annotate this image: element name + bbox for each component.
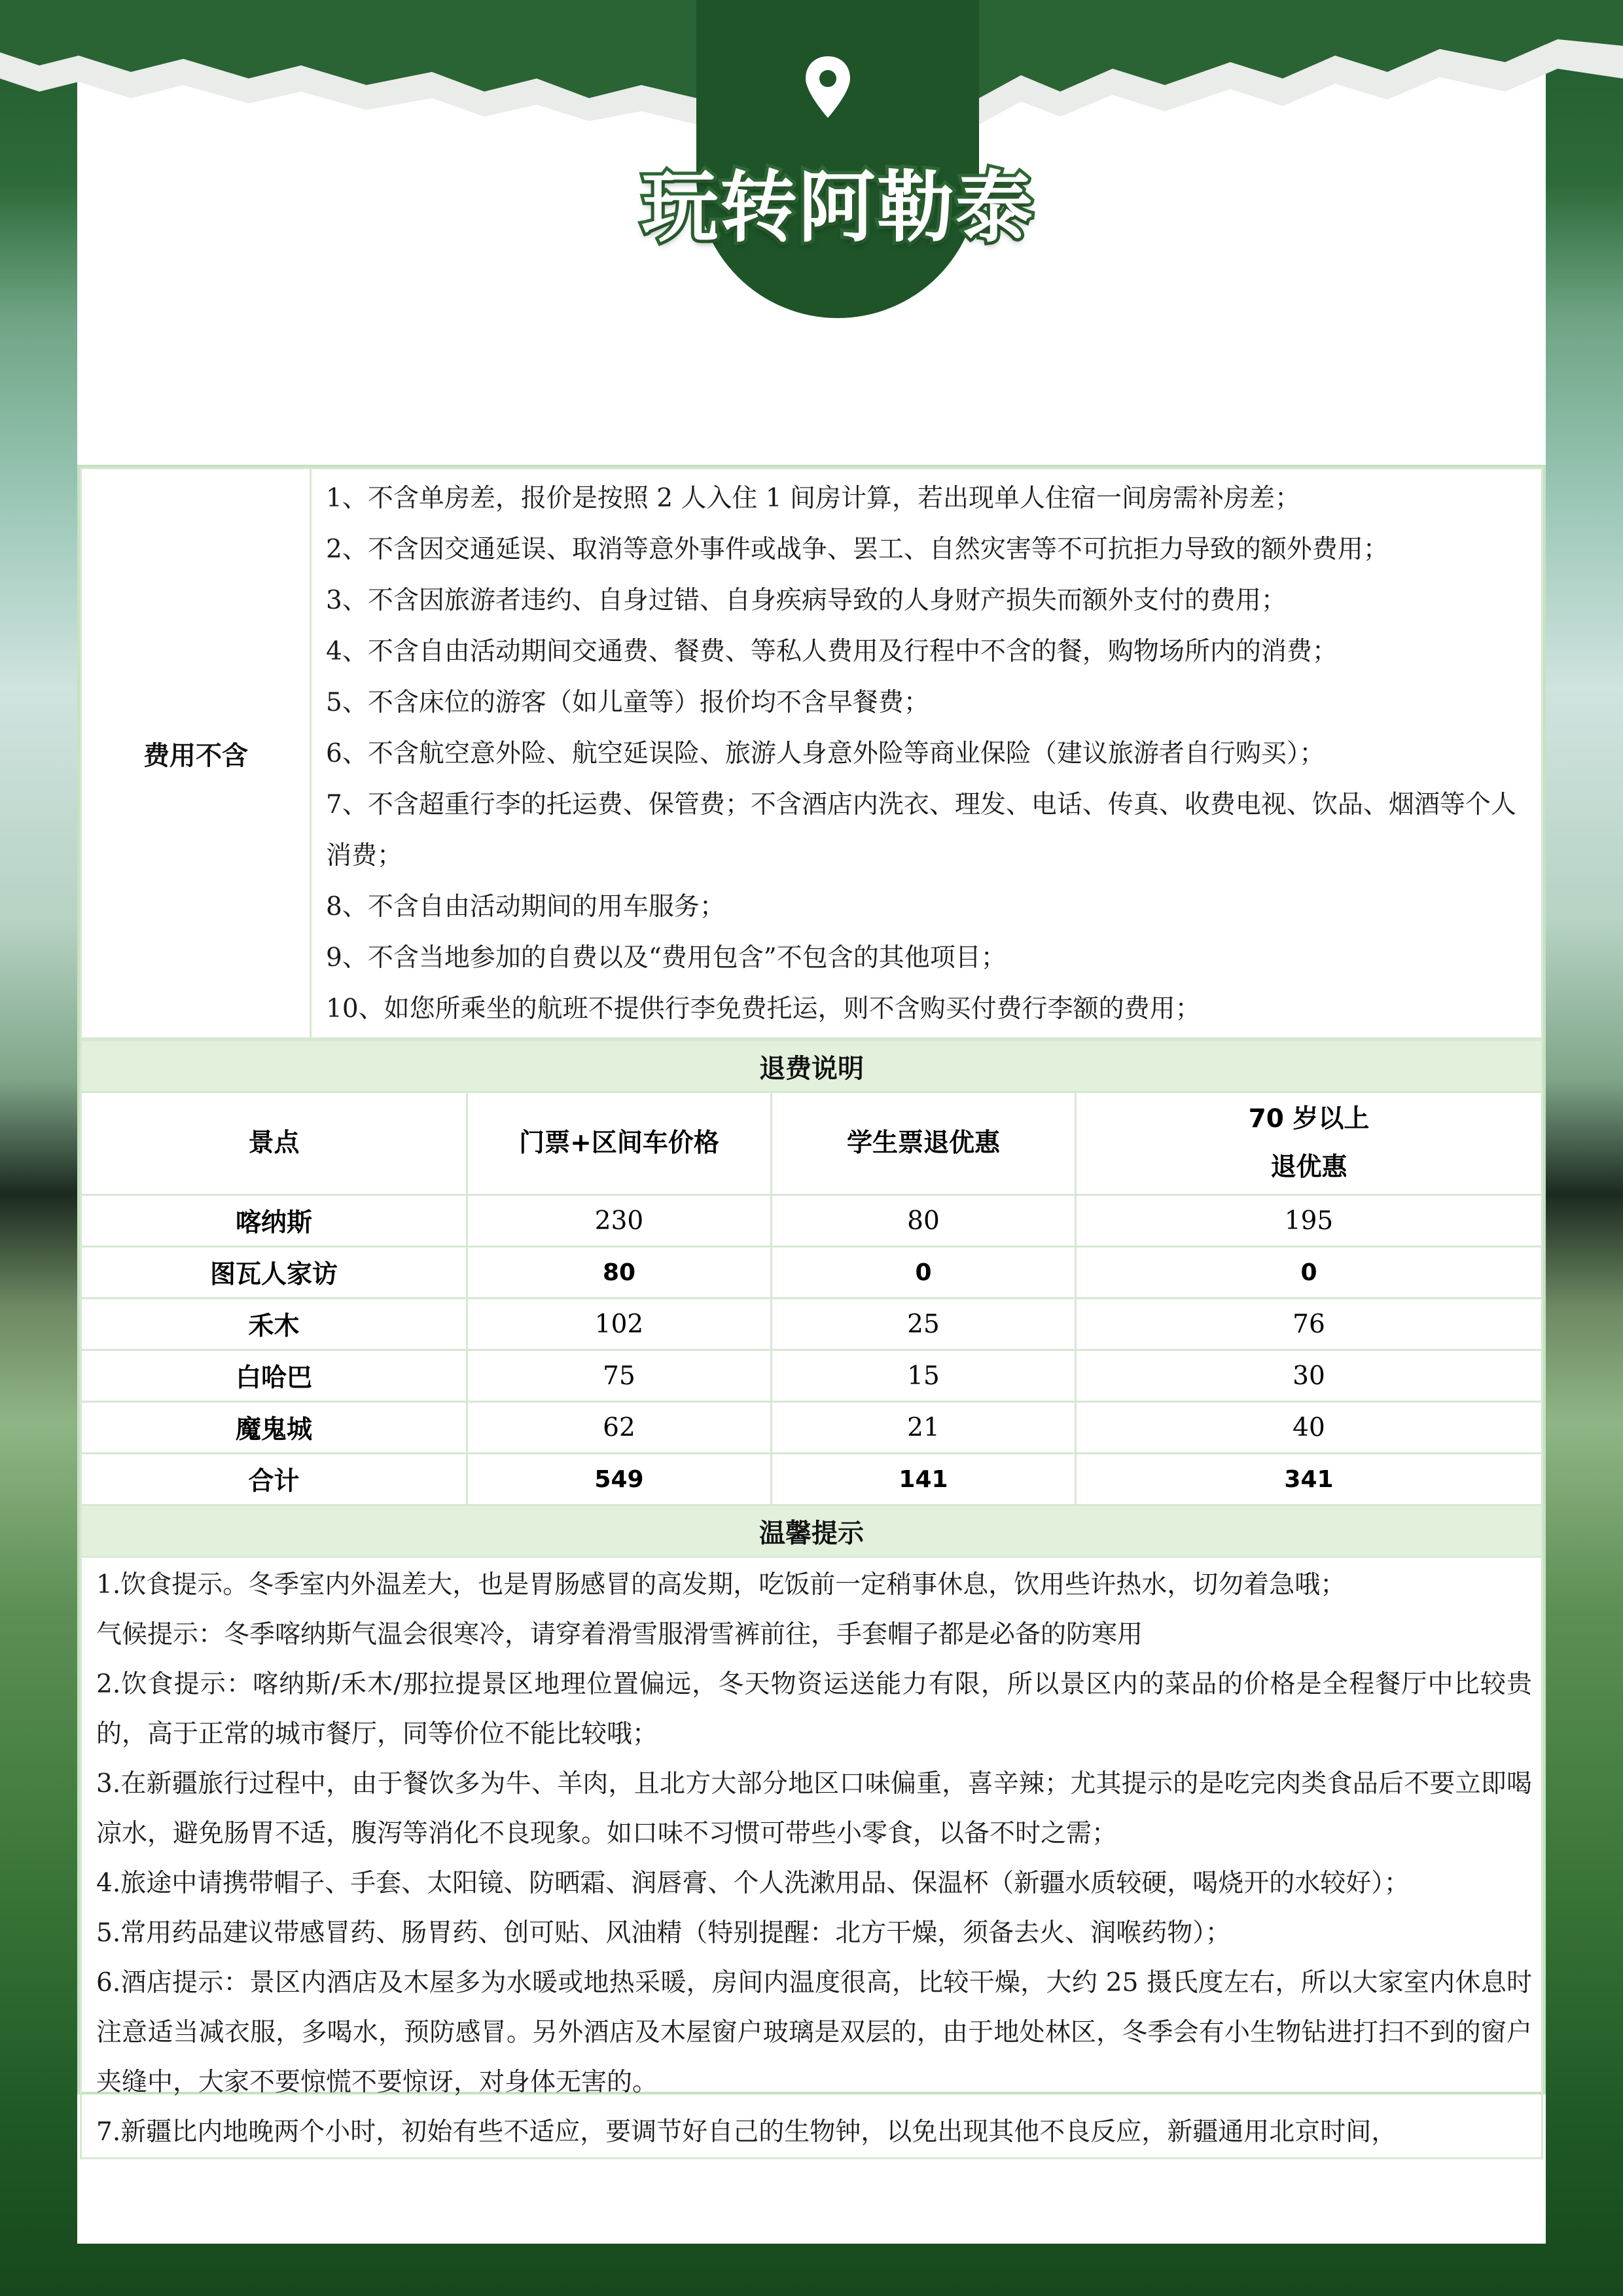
fee-item: 3、不含因旅游者违约、自身过错、自身疾病导致的人身财产损失而额外支付的费用； bbox=[326, 586, 1287, 615]
refund-heading: 退费说明 bbox=[81, 1041, 1543, 1092]
spot-name: 白哈巴 bbox=[81, 1350, 467, 1402]
col-header-price: 门票+区间车价格 bbox=[467, 1092, 772, 1195]
table-row bbox=[81, 1247, 1543, 1299]
page-title: 玩转阿勒泰 bbox=[641, 162, 1034, 253]
table-row bbox=[81, 1454, 1543, 1505]
spot-name: 喀纳斯 bbox=[81, 1195, 467, 1247]
senior-discount: 40 bbox=[1076, 1402, 1543, 1454]
tips-list bbox=[81, 1557, 1543, 2159]
fee-item: 2、不含因交通延误、取消等意外事件或战争、罢工、自然灾害等不可抗拒力导致的额外费用； bbox=[326, 535, 1389, 564]
ticket-price: 549 bbox=[467, 1454, 772, 1505]
tip-item: 2.饮食提示：喀纳斯/禾木/那拉提景区地理位置偏远，冬天物资运送能力有限，所以景区内的菜品的价格是全程餐厅中比较贵的，高于正常的城市餐厅，同等价位不能比较哦； bbox=[96, 1670, 1532, 1749]
spot-name: 图瓦人家访 bbox=[81, 1247, 467, 1299]
fee-item: 8、不含自由活动期间的用车服务； bbox=[326, 892, 725, 922]
senior-discount: 0 bbox=[1076, 1247, 1543, 1299]
spot-name: 魔鬼城 bbox=[81, 1402, 467, 1454]
col-header-spot: 景点 bbox=[81, 1092, 467, 1195]
ticket-price: 80 bbox=[467, 1247, 772, 1299]
fee-item: 6、不含航空意外险、航空延误险、旅游人身意外险等商业保险（建议旅游者自行购买）； bbox=[326, 739, 1325, 768]
student-discount: 80 bbox=[772, 1195, 1076, 1247]
student-discount: 25 bbox=[772, 1299, 1076, 1350]
spot-name: 禾木 bbox=[81, 1299, 467, 1350]
ticket-price: 75 bbox=[467, 1350, 772, 1402]
senior-discount: 341 bbox=[1076, 1454, 1543, 1505]
col-header-senior-line1: 70 岁以上 bbox=[1248, 1104, 1370, 1134]
refund-rows bbox=[81, 1195, 1543, 1505]
fee-excluded-list bbox=[311, 469, 1543, 1039]
tip-item: 4.旅途中请携带帽子、手套、太阳镜、防晒霜、润唇膏、个人洗漱用品、保温杯（新疆水质较硬，喝烧开的水较好）； bbox=[96, 1869, 1410, 1898]
student-discount: 15 bbox=[772, 1350, 1076, 1402]
ticket-price: 230 bbox=[467, 1195, 772, 1247]
table-row bbox=[81, 1350, 1543, 1402]
student-discount: 0 bbox=[772, 1247, 1076, 1299]
col-header-senior-line2: 退优惠 bbox=[1270, 1153, 1347, 1182]
fee-item: 4、不含自由活动期间交通费、餐费、等私人费用及行程中不含的餐，购物场所内的消费； bbox=[326, 637, 1338, 666]
fee-item: 9、不含当地参加的自费以及“费用包含”不包含的其他项目； bbox=[326, 943, 1007, 973]
fee-item: 5、不含床位的游客（如儿童等）报价均不含早餐费； bbox=[326, 688, 929, 717]
tip-item: 1.饮食提示。冬季室内外温差大，也是胃肠感冒的高发期，吃饭前一定稍事休息，饮用些许热水，切勿着急哦； bbox=[96, 1570, 1346, 1600]
fee-item: 10、如您所乘坐的航班不提供行李免费托运，则不含购买付费行李额的费用； bbox=[326, 994, 1201, 1024]
table-row bbox=[81, 1402, 1543, 1454]
col-header-student: 学生票退优惠 bbox=[772, 1092, 1076, 1195]
tip-item: 3.在新疆旅行过程中，由于餐饮多为牛、羊肉，且北方大部分地区口味偏重，喜辛辣；尤其提示的是吃完肉类食品后不要立即喝凉水，避免肠胃不适，腹泻等消化不良现象。如口味不习惯可带些小零食，以备不时之需； bbox=[96, 1769, 1532, 1848]
senior-discount: 76 bbox=[1076, 1299, 1543, 1350]
col-header-senior bbox=[1076, 1092, 1543, 1195]
fee-item: 1、不含单房差，报价是按照 2 人入住 1 间房计算，若出现单人住宿一间房需补房差； bbox=[326, 484, 1301, 513]
spot-name: 合计 bbox=[81, 1454, 467, 1505]
senior-discount: 30 bbox=[1076, 1350, 1543, 1402]
tip-item: 6.酒店提示：景区内酒店及木屋多为水暖或地热采暖，房间内温度很高，比较干燥，大约 25 摄氏度左右，所以大家室内休息时注意适当减衣服，多喝水，预防感冒。另外酒店及木屋窗户玻璃是双层的，由于地处林区，冬季会有小生物钻进打扫不到的窗户夹缝中，大家不要惊慌不要惊讶，对身体无害的。 bbox=[96, 1968, 1532, 2097]
table-row bbox=[81, 1299, 1543, 1350]
table-row bbox=[81, 1195, 1543, 1247]
student-discount: 141 bbox=[772, 1454, 1076, 1505]
ticket-price: 62 bbox=[467, 1402, 772, 1454]
content-tables bbox=[77, 465, 1546, 2147]
fee-item: 7、不含超重行李的托运费、保管费；不含酒店内洗衣、理发、电话、传真、收费电视、饮品、烟酒等个人消费； bbox=[326, 790, 1516, 870]
location-pin-icon bbox=[802, 54, 854, 124]
student-discount: 21 bbox=[772, 1402, 1076, 1454]
fee-excluded-label: 费用不含 bbox=[81, 469, 311, 1039]
tip-item: 气候提示：冬季喀纳斯气温会很寒冷，请穿着滑雪服滑雪裤前往，手套帽子都是必备的防寒用 bbox=[96, 1620, 1143, 1649]
ticket-price: 102 bbox=[467, 1299, 772, 1350]
tips-heading: 温馨提示 bbox=[81, 1505, 1543, 1557]
tip-item: 5.常用药品建议带感冒药、肠胃药、创可贴、风油精（特别提醒：北方干燥，须备去火、润喉药物）； bbox=[96, 1918, 1231, 1948]
refund-table bbox=[80, 1039, 1543, 2159]
tip-item: 7.新疆比内地晚两个小时，初始有些不适应，要调节好自己的生物钟，以免出现其他不良反应，新疆通用北京时间， bbox=[96, 2117, 1397, 2147]
senior-discount: 195 bbox=[1076, 1195, 1543, 1247]
fee-excluded-table bbox=[80, 467, 1543, 1039]
